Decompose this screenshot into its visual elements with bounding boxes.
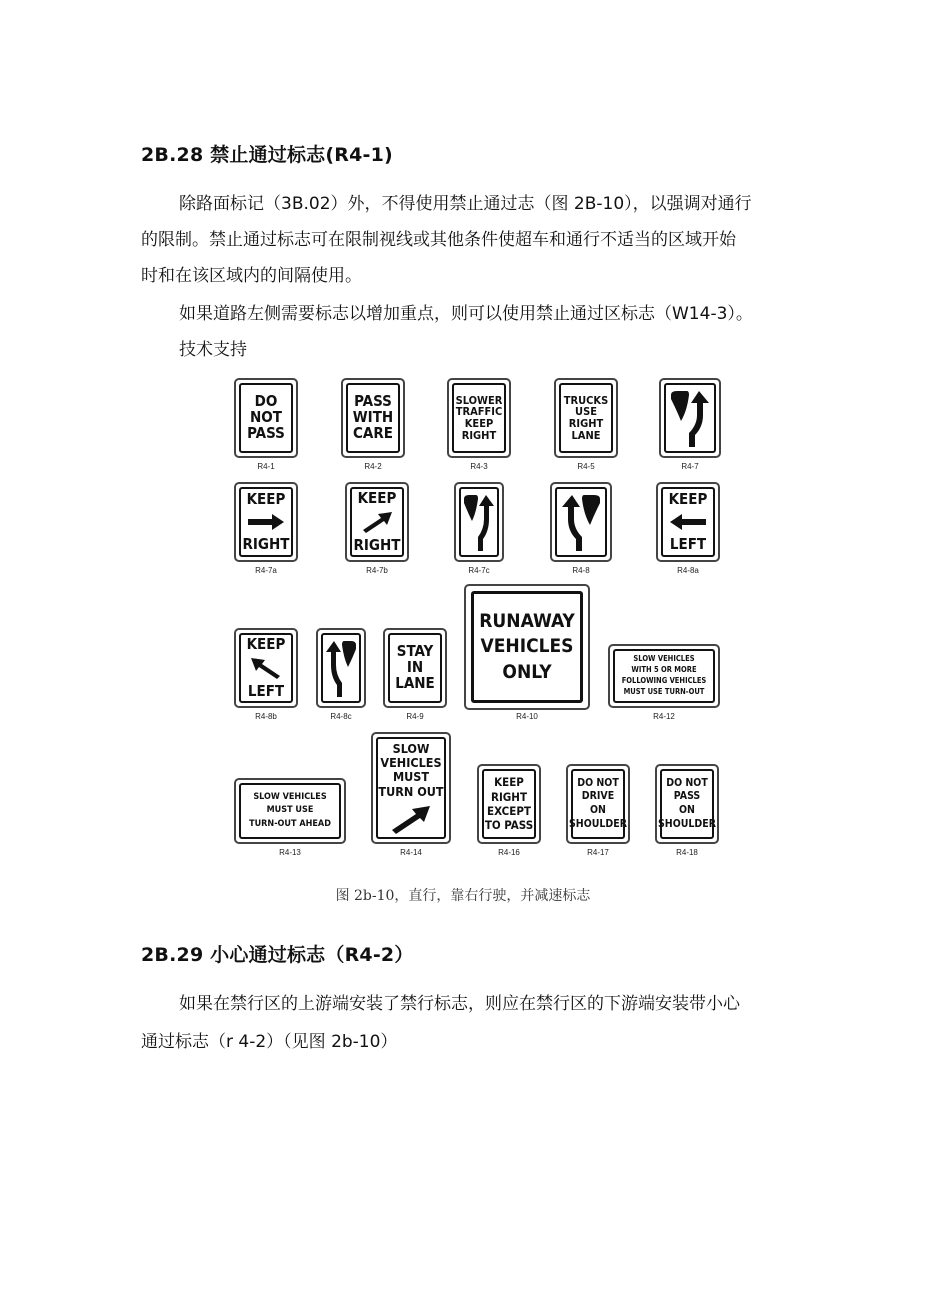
sign-r4-7b-label: R4-7b xyxy=(366,566,388,575)
sign-r4-7b-top: KEEP xyxy=(357,488,397,507)
arrow-diagonal-turn-out-icon xyxy=(388,804,434,834)
figure-caption: 图 2b-10，直行，靠右行驶，并减速标志 xyxy=(335,888,591,904)
sign-r4-13 xyxy=(234,778,346,844)
sign-r4-7c xyxy=(454,482,504,562)
section-heading-2b28: 2B.28 禁止通过标志(R4-1) xyxy=(141,144,393,166)
sign-r4-17-label: R4-17 xyxy=(587,848,609,857)
sign-r4-18 xyxy=(655,764,719,844)
sign-r4-8a xyxy=(656,482,720,562)
sign-r4-2 xyxy=(341,378,405,458)
sign-r4-10-text: RUNAWAY VEHICLES ONLY xyxy=(479,609,575,683)
section-2-paragraph-line-1: 如果在禁行区的上游端安装了禁行标志，则应在禁行区的下游端安装带小心 xyxy=(179,994,740,1014)
sign-r4-8b xyxy=(234,628,298,708)
sign-r4-7a-bottom: RIGHT xyxy=(242,534,290,553)
sign-r4-7c-label: R4-7c xyxy=(468,566,490,575)
sign-r4-13-text: SLOW VEHICLES MUST USE TURN-OUT AHEAD xyxy=(249,791,331,829)
sign-r4-2-label: R4-2 xyxy=(364,462,382,471)
sign-r4-9-label: R4-9 xyxy=(406,712,424,721)
sign-r4-13-label: R4-13 xyxy=(279,848,301,857)
sign-r4-14 xyxy=(371,732,451,844)
arrow-diagonal-up-right-icon xyxy=(359,510,395,534)
sign-r4-7a xyxy=(234,482,298,562)
sign-r4-16 xyxy=(477,764,541,844)
paragraph-1-line-2: 的限制。禁止通过标志可在限制视线或其他条件使超车和通行不适当的区域开始 xyxy=(141,230,736,250)
island-left-arrow-narrow-icon xyxy=(323,637,359,699)
sign-r4-7b xyxy=(345,482,409,562)
sign-r4-10 xyxy=(464,584,590,710)
sign-r4-1-label: R4-1 xyxy=(257,462,275,471)
sign-r4-10-label: R4-10 xyxy=(516,712,538,721)
sign-r4-8c xyxy=(316,628,366,708)
sign-r4-18-text: DO NOT PASS ON SHOULDER xyxy=(658,776,717,830)
island-right-arrow-icon xyxy=(667,387,713,449)
sign-r4-1-text: DO NOT PASS xyxy=(247,392,285,442)
sign-r4-7-label: R4-7 xyxy=(681,462,699,471)
sign-r4-9 xyxy=(383,628,447,708)
sign-r4-8 xyxy=(550,482,612,562)
sign-r4-7a-label: R4-7a xyxy=(255,566,277,575)
sign-r4-16-text: KEEP RIGHT EXCEPT TO PASS xyxy=(484,775,534,833)
sign-r4-7b-bottom: RIGHT xyxy=(353,535,401,554)
sign-r4-8a-bottom: LEFT xyxy=(669,534,707,553)
sign-r4-8-label: R4-8 xyxy=(572,566,590,575)
sign-r4-5-text: TRUCKS USE RIGHT LANE xyxy=(563,393,609,442)
paragraph-2-line-1: 如果道路左侧需要标志以增加重点，则可以使用禁止通过区标志（W14-3）。 xyxy=(179,304,753,324)
sign-r4-9-text: STAY IN LANE xyxy=(395,642,435,692)
sign-r4-3-text: SLOWER TRAFFIC KEEP RIGHT xyxy=(455,393,503,442)
sign-r4-8b-label: R4-8b xyxy=(255,712,277,721)
sign-r4-16-label: R4-16 xyxy=(498,848,520,857)
island-right-arrow-narrow-icon xyxy=(461,491,497,553)
sign-r4-2-text: PASS WITH CARE xyxy=(352,392,394,442)
sign-r4-3 xyxy=(447,378,511,458)
arrow-right-icon xyxy=(246,513,286,531)
sign-r4-17-text: DO NOT DRIVE ON SHOULDER xyxy=(569,776,628,830)
sign-r4-1 xyxy=(234,378,298,458)
arrow-diagonal-up-left-icon xyxy=(248,656,284,680)
sign-r4-12-label: R4-12 xyxy=(653,712,675,721)
sign-r4-5 xyxy=(554,378,618,458)
sign-r4-14-text: SLOW VEHICLES MUST TURN OUT xyxy=(378,740,444,799)
island-left-arrow-icon xyxy=(558,491,604,553)
sign-r4-5-label: R4-5 xyxy=(577,462,595,471)
paragraph-1-line-3: 时和在该区域内的间隔使用。 xyxy=(141,266,362,286)
sign-r4-12-text: SLOW VEHICLES WITH 5 OR MORE FOLLOWING VEHICLES MUST USE TURN-OUT xyxy=(621,654,707,696)
section-2-paragraph-line-2: 通过标志（r 4-2）（见图 2b-10） xyxy=(141,1032,398,1052)
sign-r4-8b-bottom: LEFT xyxy=(247,681,285,700)
sign-r4-8b-top: KEEP xyxy=(246,634,286,653)
sign-r4-8c-label: R4-8c xyxy=(330,712,352,721)
paragraph-2-line-2: 技术支持 xyxy=(179,340,247,360)
sign-r4-7a-top: KEEP xyxy=(246,489,286,508)
sign-r4-12 xyxy=(608,644,720,708)
arrow-left-icon xyxy=(668,513,708,531)
sign-r4-8a-label: R4-8a xyxy=(677,566,699,575)
paragraph-1-line-1: 除路面标记（3B.02）外，不得使用禁止通过志（图 2B-10），以强调对通行 xyxy=(179,194,752,214)
sign-r4-3-label: R4-3 xyxy=(470,462,488,471)
sign-r4-17 xyxy=(566,764,630,844)
sign-r4-18-label: R4-18 xyxy=(676,848,698,857)
sign-r4-14-label: R4-14 xyxy=(400,848,422,857)
section-heading-2b29: 2B.29 小心通过标志（R4-2） xyxy=(141,944,414,966)
sign-r4-8a-top: KEEP xyxy=(668,489,708,508)
sign-r4-7 xyxy=(659,378,721,458)
